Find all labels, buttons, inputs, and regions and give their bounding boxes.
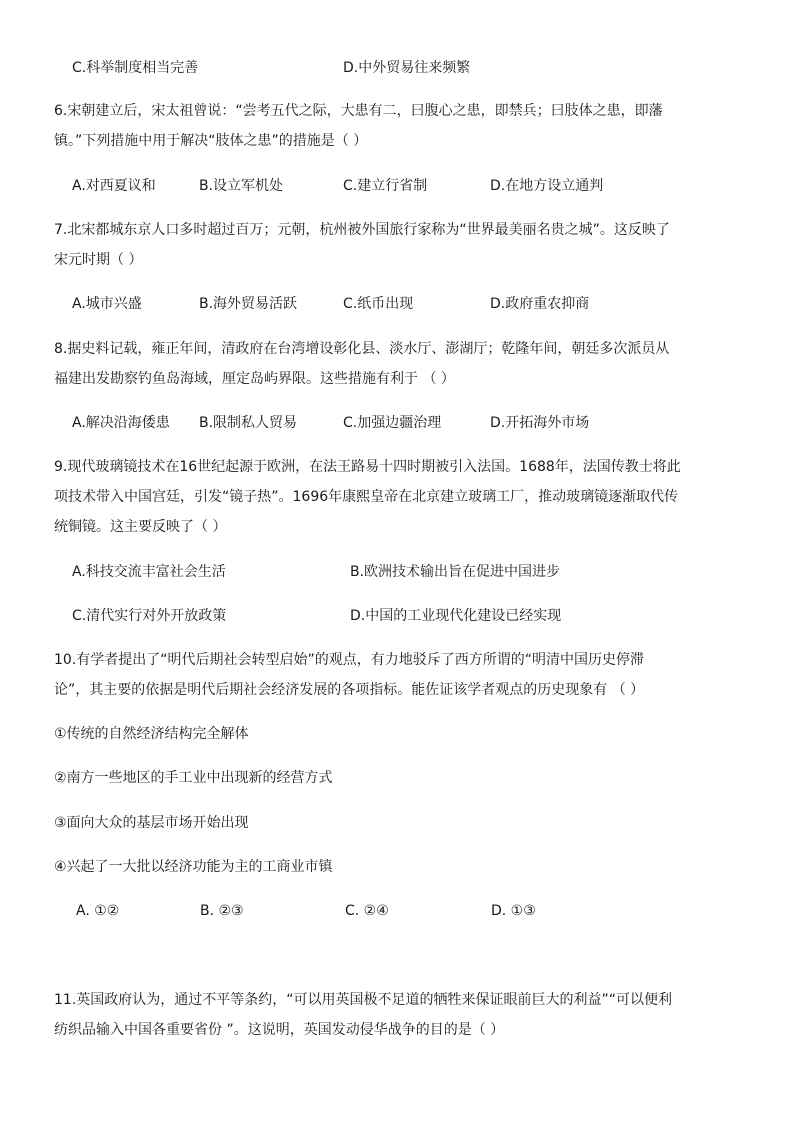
q7-stem-line1: 7.北宋都城东京人口多时超过百万；元朝，杭州被外国旅行家称为“世界最美丽名贵之城”。这反映了 bbox=[54, 222, 670, 238]
q6-option-c: C.建立行省制 bbox=[343, 178, 428, 194]
q10-item-2: ②南方一些地区的手工业中出现新的经营方式 bbox=[54, 770, 333, 786]
q6-stem-line2: 镇。”下列措施中用于解决“肢体之患”的措施是（ ） bbox=[54, 133, 368, 149]
q10-item-1: ①传统的自然经济结构完全解体 bbox=[54, 726, 249, 742]
q8-option-d: D.开拓海外市场 bbox=[490, 415, 590, 431]
q9-option-c: C.清代实行对外开放政策 bbox=[72, 608, 227, 624]
q8-stem-line2: 福建出发勘察钓鱼岛海域，厘定岛屿界限。这些措施有利于 （ ） bbox=[54, 371, 455, 387]
q8-option-a: A.解决沿海倭患 bbox=[72, 415, 170, 431]
q10-item-4: ④兴起了一大批以经济功能为主的工商业市镇 bbox=[54, 859, 333, 875]
q7-option-c: C.纸币出现 bbox=[343, 296, 414, 312]
q6-stem-line1: 6.宋朝建立后，宋太祖曾说：“尝考五代之际，大患有二，曰腹心之患，即禁兵；曰肢体之患，即藩 bbox=[54, 103, 663, 119]
q8-stem-line1: 8.据史料记载，雍正年间，清政府在台湾增设彰化县、淡水厅、澎湖厅；乾隆年间，朝廷多次派员从 bbox=[54, 341, 670, 357]
q9-option-d: D.中国的工业现代化建设已经实现 bbox=[350, 608, 562, 624]
q10-option-c: C. ②④ bbox=[345, 903, 389, 919]
q10-stem-line2: 论”，其主要的依据是明代后期社会经济发展的各项指标。能佐证该学者观点的历史现象有 （ ） bbox=[54, 682, 645, 698]
q6-option-d: D.在地方设立通判 bbox=[490, 178, 604, 194]
q10-option-a: A. ①② bbox=[76, 903, 120, 919]
q9-stem-line3: 统铜镜。这主要反映了（ ） bbox=[54, 519, 227, 535]
q7-stem-line2: 宋元时期（ ） bbox=[54, 252, 143, 268]
q11-stem-line2: 纺织品输入中国各重要省份 ”。这说明，英国发动侵华战争的目的是（ ） bbox=[54, 1022, 505, 1038]
q9-stem-line1: 9.现代玻璃镜技术在16世纪起源于欧洲，在法王路易十四时期被引入法国。1688年，法国传教士将此 bbox=[54, 459, 681, 475]
q9-option-b: B.欧洲技术输出旨在促进中国进步 bbox=[350, 564, 561, 580]
q7-option-d: D.政府重农抑商 bbox=[490, 296, 590, 312]
q5-option-d: D.中外贸易往来频繁 bbox=[343, 60, 471, 76]
q9-option-a: A.科技交流丰富社会生活 bbox=[72, 564, 226, 580]
q9-stem-line2: 项技术带入中国宫廷，引发“镜子热”。1696年康熙皇帝在北京建立玻璃工厂，推动玻璃镜逐渐取代传 bbox=[54, 489, 679, 505]
q6-option-a: A.对西夏议和 bbox=[72, 178, 156, 194]
q8-option-c: C.加强边疆治理 bbox=[343, 415, 442, 431]
q10-option-d: D. ①③ bbox=[491, 903, 536, 919]
q7-option-a: A.城市兴盛 bbox=[72, 296, 142, 312]
q10-stem-line1: 10.有学者提出了“明代后期社会转型启始”的观点，有力地驳斥了西方所谓的“明清中国历史停滞 bbox=[54, 652, 645, 668]
q6-option-b: B.设立军机处 bbox=[199, 178, 284, 194]
q10-item-3: ③面向大众的基层市场开始出现 bbox=[54, 815, 249, 831]
q10-option-b: B. ②③ bbox=[200, 903, 244, 919]
q8-option-b: B.限制私人贸易 bbox=[199, 415, 298, 431]
q5-option-c: C.科举制度相当完善 bbox=[72, 60, 199, 76]
q11-stem-line1: 11.英国政府认为，通过不平等条约，“可以用英国极不足道的牺牲来保证眼前巨大的利益”“可以便利 bbox=[54, 992, 673, 1008]
q7-option-b: B.海外贸易活跃 bbox=[199, 296, 298, 312]
